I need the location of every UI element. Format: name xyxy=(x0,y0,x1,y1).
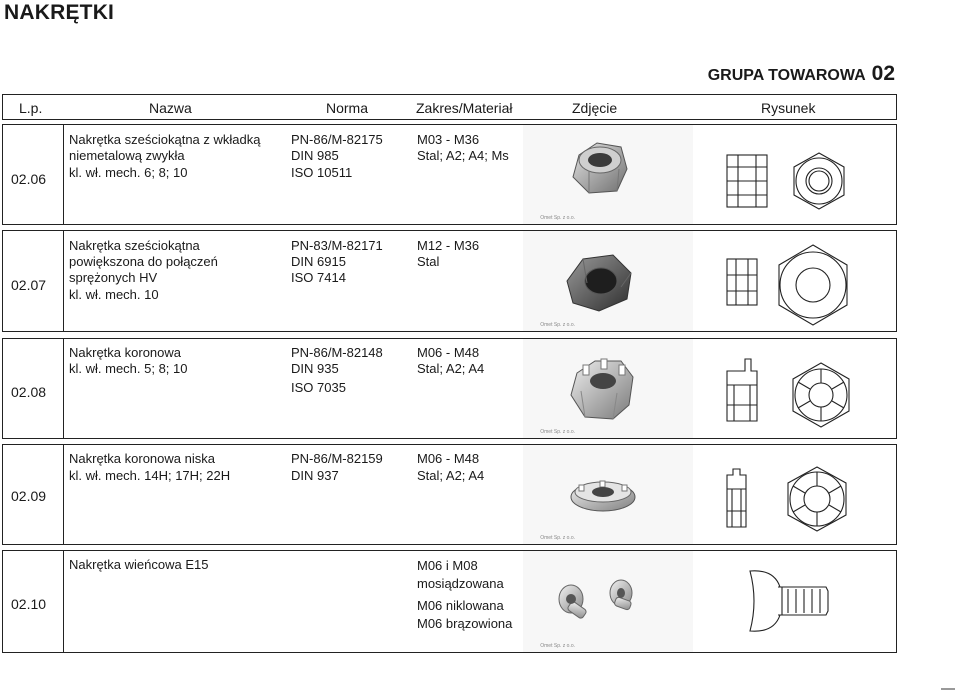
norma-cell xyxy=(291,346,383,395)
table-header xyxy=(2,94,897,120)
nazwa-cell xyxy=(69,558,208,572)
norma-cell xyxy=(291,133,383,180)
group-label xyxy=(708,62,895,86)
nazwa-line: powiększona do połączeń xyxy=(69,254,218,269)
lp-value: 02.10 xyxy=(11,596,47,612)
nazwa-line: Nakrętka koronowa xyxy=(69,345,181,360)
norma-line: PN-83/M-82171 xyxy=(291,238,383,253)
castle-nut-icon xyxy=(523,339,693,438)
nazwa-line: Nakrętka wieńcowa E15 xyxy=(69,557,209,572)
table-row xyxy=(2,550,897,653)
zakres-line: M03 - M36 xyxy=(417,132,480,147)
page-title: NAKRĘTKI xyxy=(4,1,115,24)
header-zakres: Zakres/Materiał xyxy=(416,100,513,116)
nazwa-line: Nakrętka sześciokątna z wkładką xyxy=(69,132,261,147)
header-zdjecie: Zdjęcie xyxy=(572,100,618,116)
nazwa-line: kl. wł. mech. 10 xyxy=(69,287,159,302)
lp-value: 02.06 xyxy=(11,171,47,187)
drawing-cell xyxy=(718,339,868,443)
hex-nut-drawing-icon xyxy=(718,125,868,224)
table-row xyxy=(2,124,897,225)
norma-line: DIN 6915 xyxy=(291,254,346,269)
norma-cell xyxy=(291,239,383,285)
watermark: Omet Sp. z o.o. xyxy=(540,322,575,328)
lp-cell xyxy=(3,125,64,224)
zakres-cell xyxy=(417,239,479,269)
header-nazwa: Nazwa xyxy=(149,100,192,116)
nazwa-line: kl. wł. mech. 5; 8; 10 xyxy=(69,361,188,376)
watermark: Omet Sp. z o.o. xyxy=(540,643,575,649)
zakres-cell xyxy=(417,558,512,631)
lp-value: 02.09 xyxy=(11,488,47,504)
zakres-line: Stal; A2; A4 xyxy=(417,361,485,376)
norma-line: ISO 7035 xyxy=(291,380,346,395)
photo-cell xyxy=(523,551,693,652)
heavy-hex-nut-drawing-icon xyxy=(718,231,868,331)
thin-castle-nut-icon xyxy=(523,445,693,544)
zakres-cell xyxy=(417,452,484,483)
heavy-hex-nut-icon xyxy=(523,231,693,331)
norma-line: PN-86/M-82159 xyxy=(291,451,383,466)
zakres-line: M06 i M08 xyxy=(417,558,478,573)
table-row xyxy=(2,338,897,439)
zakres-line: M06 brązowiona xyxy=(417,616,513,631)
lp-value: 02.08 xyxy=(11,384,47,400)
drawing-cell xyxy=(718,125,868,229)
nazwa-cell xyxy=(69,452,230,483)
zakres-cell xyxy=(417,133,509,163)
nazwa-cell xyxy=(69,133,260,180)
zakres-line: M06 - M48 xyxy=(417,451,480,466)
zakres-line: M12 - M36 xyxy=(417,238,480,253)
nazwa-cell xyxy=(69,346,188,376)
nazwa-line: Nakrętka koronowa niska xyxy=(69,451,215,466)
zakres-cell xyxy=(417,346,484,376)
drawing-cell xyxy=(718,551,868,657)
nazwa-cell xyxy=(69,239,218,302)
watermark: Omet Sp. z o.o. xyxy=(540,429,575,435)
norma-line: DIN 985 xyxy=(291,148,339,163)
photo-cell xyxy=(523,339,693,438)
norma-line: ISO 7414 xyxy=(291,270,346,285)
table-row xyxy=(2,230,897,332)
zakres-line: Stal xyxy=(417,254,440,269)
zakres-line: mosiądzowana xyxy=(417,576,504,591)
nazwa-line: niemetalową zwykła xyxy=(69,148,185,163)
lp-cell xyxy=(3,339,64,438)
header-lp: L.p. xyxy=(19,100,43,116)
photo-cell xyxy=(523,445,693,544)
table-row xyxy=(2,444,897,545)
nazwa-line: Nakrętka sześciokątna xyxy=(69,238,200,253)
group-label-text: GRUPA TOWAROWA xyxy=(707,67,866,84)
castle-nut-drawing-icon xyxy=(718,339,868,438)
zakres-line: M06 - M48 xyxy=(417,345,480,360)
header-norma: Norma xyxy=(326,100,369,116)
dome-nut-drawing-icon xyxy=(718,551,868,652)
photo-cell xyxy=(523,125,693,224)
photo-cell xyxy=(523,231,693,331)
nazwa-line: sprężonych HV xyxy=(69,270,158,285)
norma-line: DIN 935 xyxy=(291,361,339,376)
zakres-line: Stal; A2; A4; Ms xyxy=(417,148,509,163)
watermark: Omet Sp. z o.o. xyxy=(540,215,575,221)
lp-cell xyxy=(3,231,64,331)
lp-value: 02.07 xyxy=(11,277,47,293)
header-rysunek: Rysunek xyxy=(761,100,816,116)
drawing-cell xyxy=(718,231,868,336)
page-edge-mark xyxy=(941,688,955,690)
lp-cell xyxy=(3,445,64,544)
norma-line: PN-86/M-82148 xyxy=(291,345,383,360)
zakres-line: Stal; A2; A4 xyxy=(417,468,485,483)
dome-nut-icon xyxy=(523,551,693,652)
norma-line: DIN 937 xyxy=(291,468,339,483)
thin-castle-nut-drawing-icon xyxy=(718,445,868,544)
zakres-line: M06 niklowana xyxy=(417,598,504,613)
norma-line: ISO 10511 xyxy=(291,165,353,180)
drawing-cell xyxy=(718,445,868,549)
norma-line: PN-86/M-82175 xyxy=(291,132,383,147)
watermark: Omet Sp. z o.o. xyxy=(540,535,575,541)
norma-cell xyxy=(291,452,383,483)
group-number: 02 xyxy=(871,62,895,85)
nazwa-line: kl. wł. mech. 6; 8; 10 xyxy=(69,165,188,180)
nazwa-line: kl. wł. mech. 14H; 17H; 22H xyxy=(69,468,231,483)
lp-cell xyxy=(3,551,64,652)
nylon-insert-nut-icon xyxy=(523,125,693,224)
